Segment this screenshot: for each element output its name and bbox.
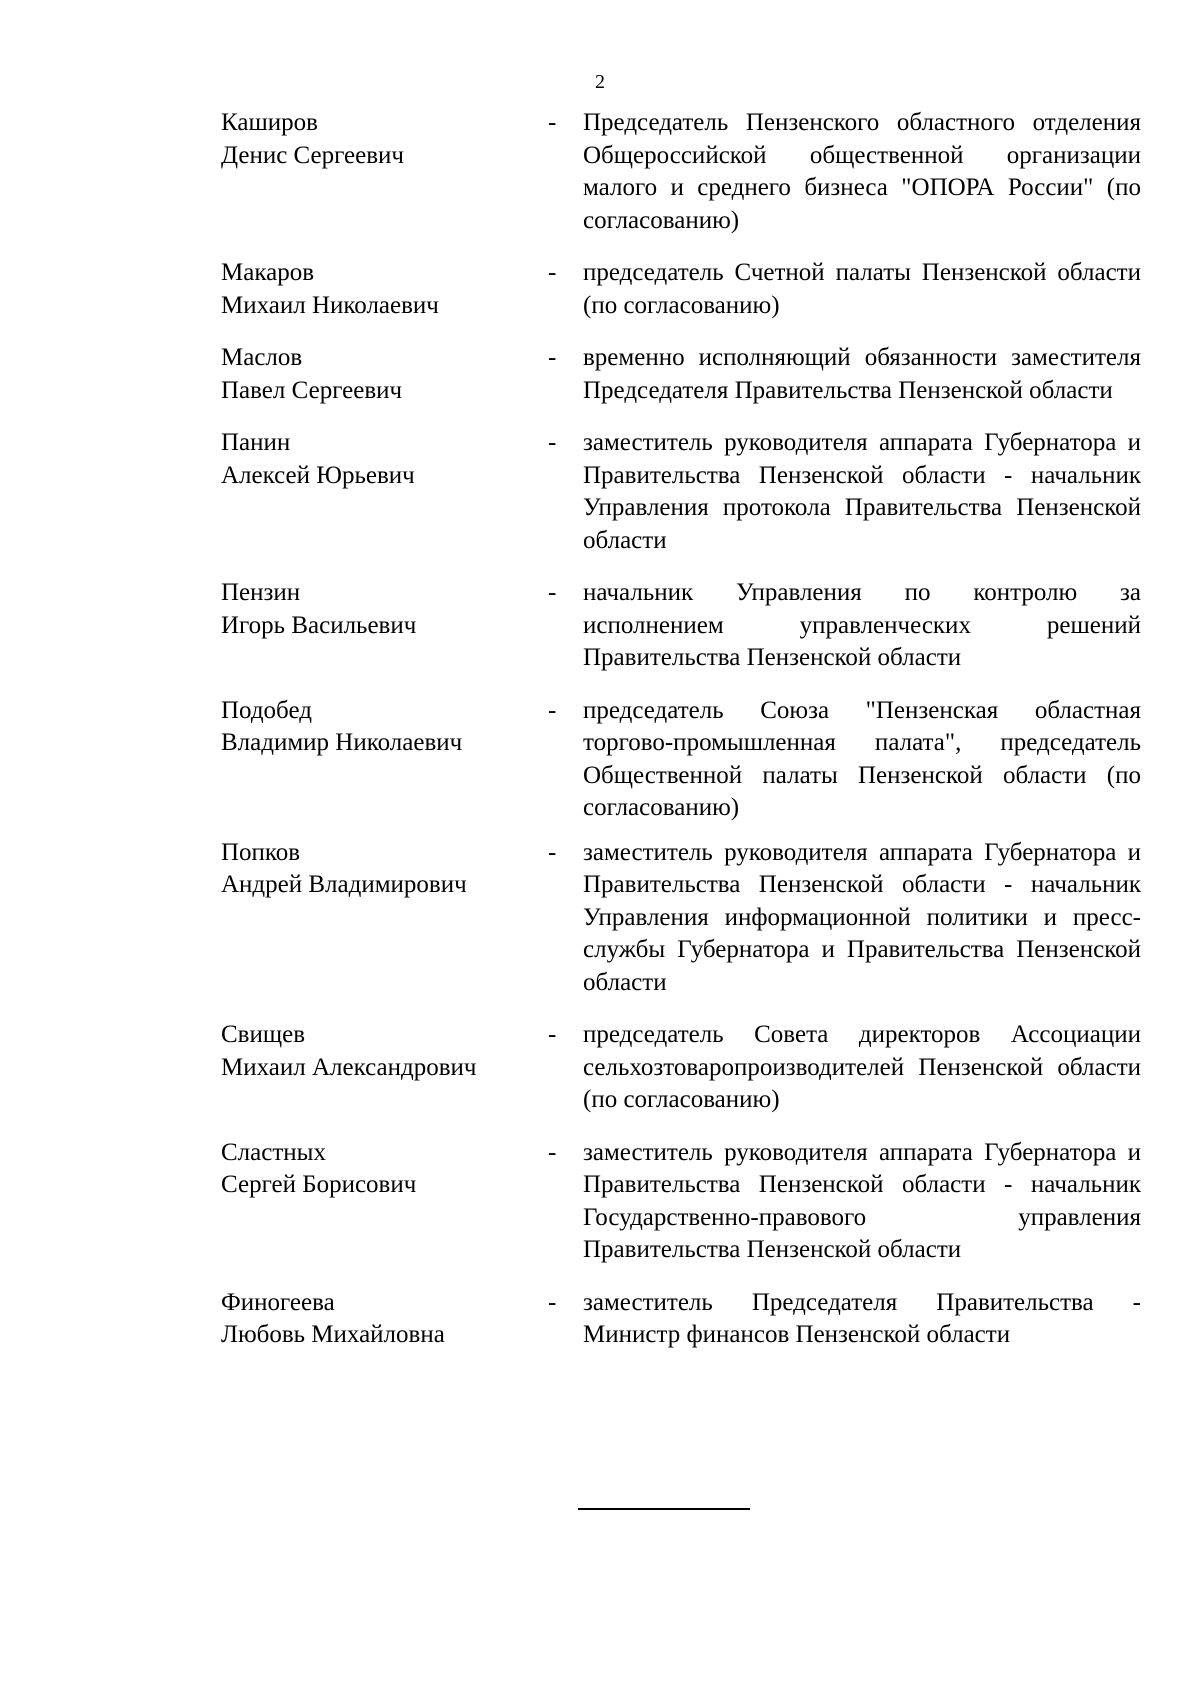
member-surname: Маслов	[221, 344, 303, 371]
closing-rule	[578, 1508, 750, 1510]
member-name	[221, 427, 541, 492]
member-separator: -	[548, 1021, 557, 1048]
member-row	[221, 1287, 1141, 1352]
member-first-patronymic: Михаил Николаевич	[221, 291, 439, 319]
member-row	[221, 107, 1141, 237]
member-surname: Панин	[221, 429, 291, 456]
member-name	[221, 695, 541, 760]
member-row	[221, 257, 1141, 322]
member-name	[221, 1019, 541, 1084]
member-name	[221, 837, 541, 902]
member-role: Председатель Пензенского областного отделения Общероссийской общественной организации малого и среднего бизнеса "ОПОРА России" (по согласованию)	[583, 109, 1141, 234]
member-first-patronymic: Андрей Владимирович	[221, 871, 467, 898]
member-row	[221, 695, 1141, 825]
member-separator: -	[548, 1288, 557, 1316]
member-separator: -	[548, 429, 557, 456]
member-role: председатель Совета директоров Ассоциации сельхозтоваропроизводителей Пензенской области (по согласованию)	[583, 1021, 1141, 1113]
member-name	[221, 577, 541, 642]
member-name	[221, 1137, 541, 1202]
member-name	[221, 257, 541, 322]
member-role: заместитель руководителя аппарата Губернатора и Правительства Пензенской области - начальник Государственно-правового управления Правительства Пензенской области	[583, 1138, 1141, 1263]
member-surname: Каширов	[221, 109, 318, 136]
member-row	[221, 1019, 1141, 1117]
member-first-patronymic: Денис Сергеевич	[221, 141, 405, 169]
member-row	[221, 342, 1141, 407]
member-role: заместитель Председателя Правительства - Министр финансов Пензенской области	[583, 1288, 1141, 1348]
member-first-patronymic: Павел Сергеевич	[221, 376, 403, 404]
member-surname: Сластных	[221, 1138, 326, 1166]
member-first-patronymic: Игорь Васильевич	[221, 611, 417, 639]
member-name	[221, 1287, 541, 1352]
member-surname: Пензин	[221, 579, 301, 606]
member-surname: Попков	[221, 838, 301, 866]
member-first-patronymic: Сергей Борисович	[221, 1171, 417, 1198]
member-separator: -	[548, 344, 557, 371]
member-role: временно исполняющий обязанности заместителя Председателя Правительства Пензенской области	[583, 344, 1141, 404]
member-first-patronymic: Любовь Михайловна	[221, 1321, 445, 1348]
member-name	[221, 342, 541, 407]
member-list	[221, 107, 1141, 1352]
member-role: заместитель руководителя аппарата Губернатора и Правительства Пензенской области - начальник Управления протокола Правительства Пензенской области	[583, 429, 1141, 554]
member-surname: Макаров	[221, 259, 314, 286]
member-role: начальник Управления по контролю за исполнением управленческих решений Правительства Пензенской области	[583, 579, 1141, 671]
member-name	[221, 107, 541, 172]
member-role: заместитель руководителя аппарата Губернатора и Правительства Пензенской области - начальник Управления информационной политики и пресс-службы Губернатора и Правительства Пензенской области	[583, 838, 1141, 996]
member-row	[221, 577, 1141, 675]
member-first-patronymic: Владимир Николаевич	[221, 729, 463, 756]
member-surname: Свищев	[221, 1021, 306, 1048]
page-number: 2	[595, 71, 605, 93]
member-row	[221, 837, 1141, 1000]
member-separator: -	[548, 838, 557, 866]
member-role: председатель Союза "Пензенская областная торгово-промышленная палата", председатель Общественной палаты Пензенской области (по согласованию)	[583, 696, 1141, 821]
member-separator: -	[548, 696, 557, 724]
member-surname: Подобед	[221, 696, 312, 724]
member-first-patronymic: Михаил Александрович	[221, 1053, 477, 1081]
member-surname: Финогеева	[221, 1288, 335, 1316]
member-role: председатель Счетной палаты Пензенской области (по согласованию)	[583, 259, 1141, 319]
member-separator: -	[548, 579, 557, 606]
member-separator: -	[548, 109, 557, 136]
member-separator: -	[548, 1138, 557, 1166]
member-row	[221, 1137, 1141, 1267]
member-separator: -	[548, 259, 557, 286]
member-first-patronymic: Алексей Юрьевич	[221, 461, 415, 489]
member-row	[221, 427, 1141, 557]
